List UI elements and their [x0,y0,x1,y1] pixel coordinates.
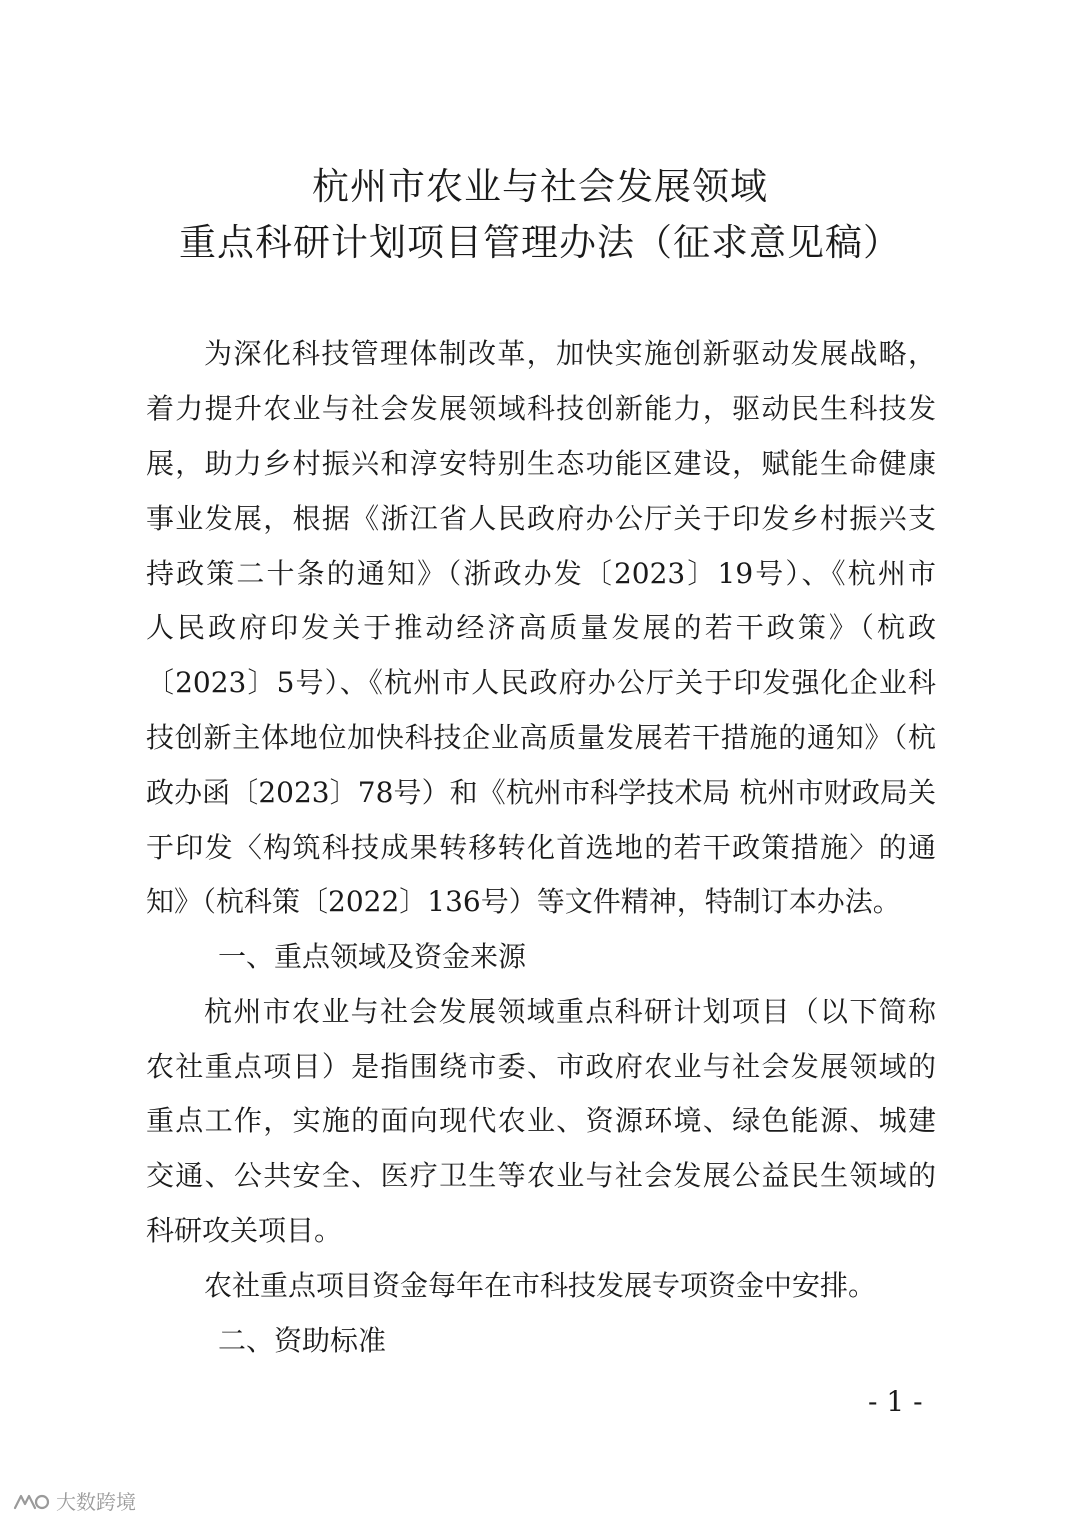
intro-line: 事业发展，根据《浙江省人民政府办公厅关于印发乡村振兴支 [146,502,936,535]
intro-line: 人民政府印发关于推动经济高质量发展的若干政策》（杭政 [146,611,936,644]
watermark-text: 大数跨境 [56,1490,136,1514]
section1-line: 科研攻关项目。 [146,1214,343,1247]
section1-line: 重点工作，实施的面向现代农业、资源环境、绿色能源、城建 [146,1104,936,1137]
section-heading-2: 二、资助标准 [218,1324,387,1357]
section1-line: 杭州市农业与社会发展领域重点科研计划项目（以下简称 [204,995,936,1028]
intro-line: 技创新主体地位加快科技企业高质量发展若干措施的通知》（杭 [146,721,936,754]
intro-line: 持政策二十条的通知》（浙政办发〔2023〕19号）、《杭州市 [146,557,936,590]
section1-line: 交通、公共安全、医疗卫生等农业与社会发展公益民生领域的 [146,1159,936,1192]
intro-line: 展，助力乡村振兴和淳安特别生态功能区建设，赋能生命健康 [146,447,936,480]
page-number: - 1 - [868,1385,923,1418]
section1-line: 农社重点项目）是指围绕市委、市政府农业与社会发展领域的 [146,1050,936,1083]
intro-line: 政办函〔2023〕78号）和《杭州市科学技术局 杭州市财政局关 [146,776,936,809]
intro-line: 〔2023〕5号）、《杭州市人民政府办公厅关于印发强化企业科 [146,666,936,699]
document-title-line-2: 重点科研计划项目管理办法（征求意见稿） [179,221,901,264]
intro-line: 于印发〈构筑科技成果转移转化首选地的若干政策措施〉的通 [146,831,936,864]
intro-line: 为深化科技管理体制改革，加快实施创新驱动发展战略， [204,337,936,370]
section-heading-1: 一、重点领域及资金来源 [218,940,527,973]
intro-line: 着力提升农业与社会发展领域科技创新能力，驱动民生科技发 [146,392,936,425]
document-title-line-1: 杭州市农业与社会发展领域 [312,165,768,208]
section1-funding-line: 农社重点项目资金每年在市科技发展专项资金中安排。 [204,1269,877,1302]
intro-line: 知》（杭科策〔2022〕136号）等文件精神，特制订本办法。 [146,885,901,918]
brand-logo-icon [12,1490,50,1514]
watermark [12,1490,136,1514]
